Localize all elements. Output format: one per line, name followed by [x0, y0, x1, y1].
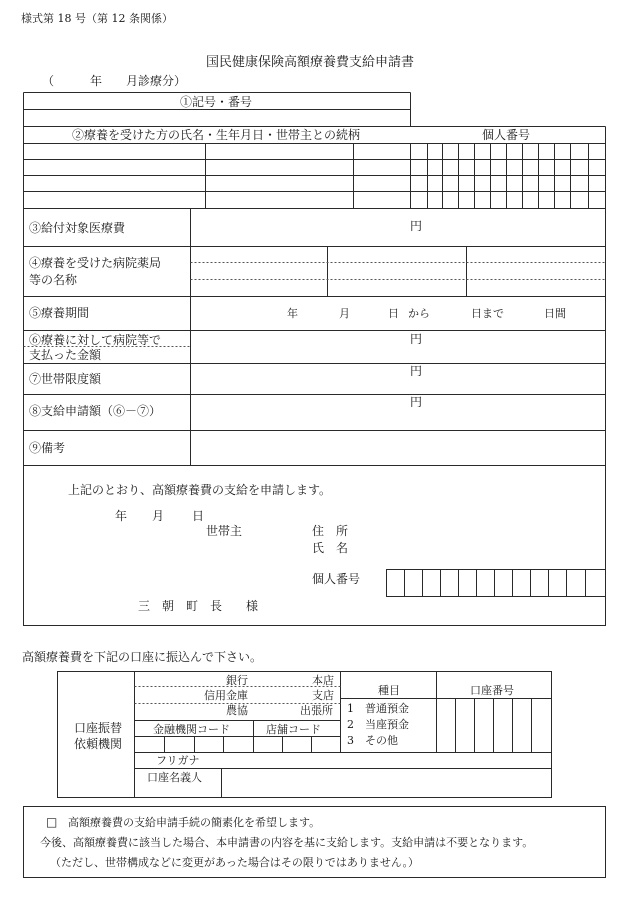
period-month: 月 [339, 307, 350, 320]
row6-yen: 円 [410, 332, 423, 346]
branch-type-sub: 出張所 [300, 704, 333, 717]
row4-label-line1: ④療養を受けた病院薬局 [29, 256, 162, 270]
branch-code-boxes[interactable] [254, 737, 340, 752]
period-days: 日間 [544, 307, 566, 320]
patient-name-field[interactable] [24, 192, 205, 208]
patient-name-field[interactable] [24, 160, 205, 175]
benefit-medical-cost-field[interactable] [191, 209, 605, 246]
treatment-period-label: （ 年 月診療分） [42, 74, 187, 88]
symbol-number-field[interactable] [24, 110, 410, 126]
relationship-field[interactable] [354, 144, 410, 159]
addressee: 三 朝 町 長 様 [138, 599, 259, 613]
address-label: 住 所 [312, 524, 349, 538]
symbol-number-label: ①記号・番号 [180, 95, 253, 109]
birthdate-field[interactable] [206, 144, 353, 159]
branch-code-label: 店舗コード [266, 723, 321, 736]
declaration-individual-number-label: 個人番号 [312, 572, 361, 586]
row6-label-line2: 支払った金額 [29, 348, 102, 362]
account-number-header: 口座番号 [470, 684, 514, 697]
account-holder-field[interactable] [222, 769, 551, 797]
institution-code-boxes[interactable] [135, 737, 253, 752]
row3-yen: 円 [410, 219, 423, 233]
application-date-field[interactable] [100, 506, 210, 524]
account-holder-label: 口座名義人 [147, 771, 202, 784]
row5-label: ⑤療養期間 [29, 306, 90, 320]
branch-type-branch: 支店 [312, 689, 334, 702]
household-limit-field[interactable] [191, 364, 605, 394]
claim-amount-field[interactable] [191, 395, 605, 430]
row8-label: ⑧支給申請額（⑥－⑦） [29, 404, 162, 418]
birthdate-field[interactable] [206, 160, 353, 175]
period-until: 日まで [471, 307, 504, 320]
hospital-name-field[interactable] [191, 247, 327, 296]
declaration-statement: 上記のとおり、高額療養費の支給を申請します。 [68, 483, 332, 497]
row7-yen: 円 [410, 364, 423, 378]
hospital-name-field[interactable] [467, 247, 605, 296]
amount-paid-field[interactable] [191, 331, 605, 363]
account-type-option[interactable]: 2 当座預金 [347, 718, 409, 731]
remarks-field[interactable] [191, 431, 605, 465]
name-label: 氏 名 [312, 541, 349, 555]
institution-label-line2: 依頼機関 [74, 737, 123, 751]
declaration-day: 日 [192, 509, 205, 523]
relationship-field[interactable] [354, 192, 410, 208]
simplify-option: 高額療養費の支給申請手続の簡素化を希望します。 [68, 816, 321, 829]
furigana-label: フリガナ [156, 754, 200, 767]
period-year: 年 [287, 307, 298, 320]
simplify-note-1: 今後、高額療養費に該当した場合、本申請書の内容を基に支給します。支給申請は不要となります。 [40, 836, 534, 849]
account-number-boxes[interactable] [437, 699, 551, 752]
birthdate-field[interactable] [206, 176, 353, 191]
simplify-checkbox[interactable]: □ [46, 815, 58, 829]
form-title: 国民健康保険高額療養費支給申請書 [206, 55, 415, 70]
account-type-header: 種目 [378, 684, 400, 697]
institution-code-label: 金融機関コード [153, 723, 230, 736]
individual-number-grid[interactable] [411, 144, 605, 208]
declaration-month: 月 [152, 509, 165, 523]
patient-info-label: ②療養を受けた方の氏名・生年月日・世帯主との続柄 [72, 128, 361, 142]
institution-label-line1: 口座振替 [74, 721, 123, 735]
bank-type-agri-coop: 農協 [226, 704, 248, 717]
patient-name-field[interactable] [24, 176, 205, 191]
row7-label: ⑦世帯限度額 [29, 372, 102, 386]
period-from: から [408, 307, 430, 320]
account-type-option[interactable]: 3 その他 [347, 734, 398, 747]
patient-name-field[interactable] [24, 144, 205, 159]
form-number: 様式第 18 号（第 12 条関係） [21, 12, 173, 25]
bank-type-credit-union: 信用金庫 [204, 689, 248, 702]
declaration-year: 年 [115, 509, 128, 523]
branch-type-head: 本店 [312, 674, 334, 687]
row8-yen: 円 [410, 395, 423, 409]
row6-label-line1: ⑥療養に対して病院等で [29, 333, 162, 347]
row9-label: ⑨備考 [29, 441, 66, 455]
row3-label: ③給付対象医療費 [29, 221, 126, 235]
relationship-field[interactable] [354, 176, 410, 191]
householder-label: 世帯主 [206, 524, 243, 538]
account-type-option[interactable]: 1 普通預金 [347, 702, 409, 715]
relationship-field[interactable] [354, 160, 410, 175]
individual-number-header: 個人番号 [482, 128, 531, 142]
declaration-individual-number-boxes[interactable] [387, 570, 605, 596]
address-field[interactable] [360, 522, 600, 540]
period-day: 日 [388, 307, 399, 320]
furigana-field[interactable] [222, 753, 551, 768]
bank-type-bank: 銀行 [226, 674, 248, 687]
simplify-note-2: （ただし、世帯構成などに変更があった場合はその限りではありません。） [50, 856, 420, 869]
bank-intro: 高額療養費を下記の口座に振込んで下さい。 [22, 650, 263, 664]
name-field[interactable] [360, 539, 600, 557]
birthdate-field[interactable] [206, 192, 353, 208]
row4-label-line2: 等の名称 [29, 273, 78, 287]
hospital-name-field[interactable] [328, 247, 466, 296]
